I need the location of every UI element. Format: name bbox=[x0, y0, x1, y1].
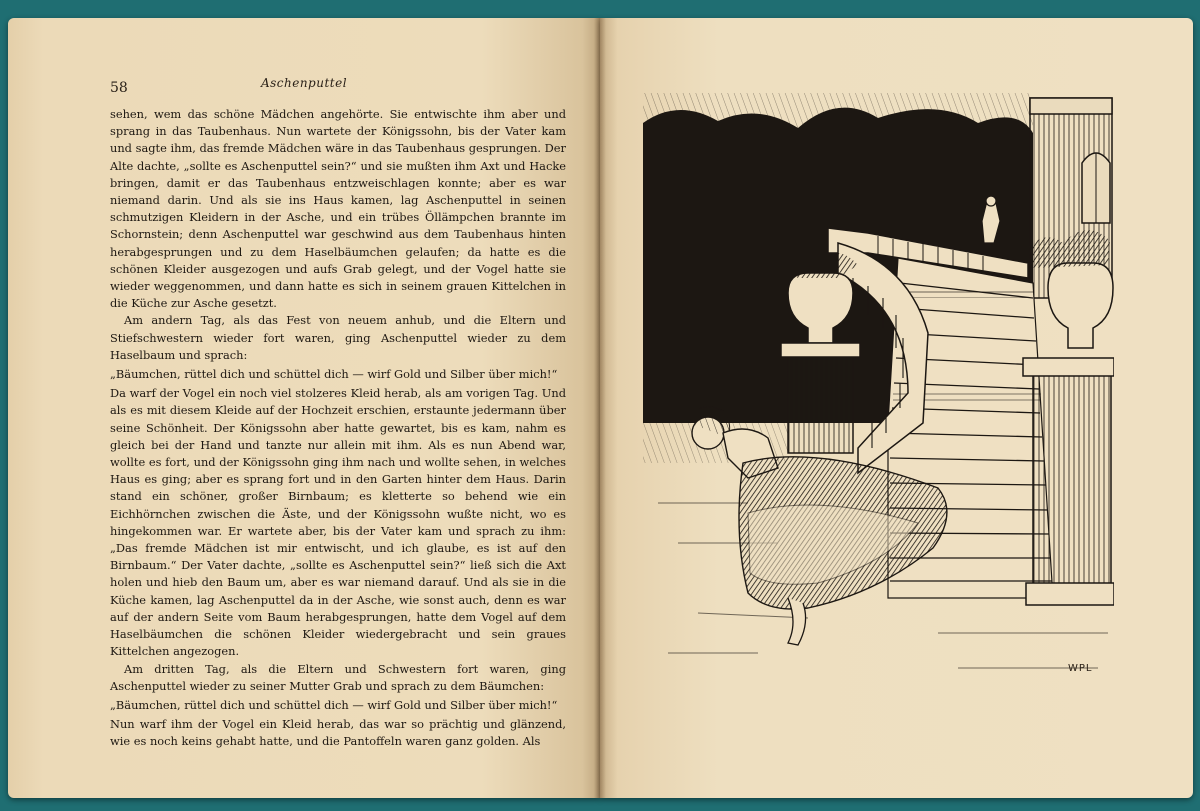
verse-1: „Bäumchen, rüttel dich und schüttel dich — wirf Gold und Silber über mich!“ bbox=[110, 367, 558, 382]
illustrator-signature: WPL bbox=[1068, 663, 1093, 674]
right-pillar bbox=[1033, 373, 1111, 603]
left-pillar bbox=[788, 353, 853, 453]
book-gutter bbox=[594, 18, 606, 798]
paragraph-2: Am andern Tag, als das Fest von neuem anhub, und die Eltern und Stiefschwestern wieder fort waren, ging Aschenputtel wieder zu dem Haselbaum und sprach: bbox=[110, 313, 566, 362]
paragraph-5: Nun warf ihm der Vogel ein Kleid herab, das war so prächtig und glänzend, wie es noch keins gehabt hatte, und die Pantoffeln waren ganz golden. Als bbox=[110, 717, 566, 749]
page-number: 58 bbox=[110, 80, 128, 96]
left-page bbox=[8, 18, 600, 798]
right-urn bbox=[1048, 263, 1113, 348]
paragraph-3: Da warf der Vogel ein noch viel stolzeres Kleid herab, als am vorigen Tag. Und als es mit diesem Kleide auf der Hochzeit erschien, erstaunte jedermann über seine Schönheit. Der Königssohn aber hatte gewartet, bis es kam, nahm es gleich bei der Hand und tanzte nur allein mit ihm. Als es nun Abend war, wollte es fort, und der Königssohn ging ihm nach und wollte sehen, in welches Haus es ging; aber es sprang fort und in den Garten hinter dem Haus. Darin stand ein schöner, großer Birnbaum; es kletterte so behend wie ein Eichhörnchen zwischen die Äste, und der Königssohn wußte nicht, wo es hingekommen war. Er wartete aber, bis der Vater kam und sprach zu ihm: „Das fremde Mädchen ist mir entwischt, und ich glaube, es ist auf den Birnbaum.“ Der Vater dachte, „sollte es Aschenputtel sein?“ ließ sich die Axt holen und hieb den Baum um, aber es war niemand darauf. Und als sie in die Küche kamen, lag Aschenputtel da in der Asche, wie sonst auch, denn es war auf der andern Seite vom Baum herabgesprungen, hatte dem Vogel auf dem Haselbäumchen die schönen Kleider wiedergebracht und sein graues Kittelchen angezogen. bbox=[110, 386, 566, 659]
paragraph-1: sehen, wem das schöne Mädchen angehörte. Sie entwischte ihm aber und sprang in das Taubenhaus. Nun wartete der Königssohn, bis der Vater kam und sagte ihm, das fremde Mädchen wäre in das Taubenhaus gesprungen. Der Alte dachte, „sollte es Aschenputtel sein?“ und sie mußten ihm Axt und Hacke bringen, damit er das Taubenhaus entzweischlagen konnte; aber es war niemand darin. Und als sie ins Haus kamen, lag Aschenputtel in seinen schmutzigen Kleidern in der Asche, und ein trübes Öllämpchen brannte im Schornstein; denn Aschenputtel war geschwind aus dem Taubenhaus hinten herabgesprungen und zu dem Haselbäumchen gelaufen; da hatte es die schönen Kleider ausgezogen und aufs Grab gelegt, und der Vogel hatte sie wieder weggenommen, und dann hatte es sich in seinem grauen Kittelchen in die Küche zur Asche gesetzt. bbox=[110, 107, 566, 311]
verse-2: „Bäumchen, rüttel dich und schüttel dich — wirf Gold und Silber über mich!“ bbox=[110, 697, 558, 712]
running-head: Aschenputtel bbox=[260, 76, 348, 90]
cinderella-staircase-illustration bbox=[638, 93, 1114, 693]
story-text bbox=[110, 106, 566, 751]
paragraph-4: Am dritten Tag, als die Eltern und Schwestern fort waren, ging Aschenputtel wieder zu seiner Mutter Grab und sprach zu dem Bäumchen: bbox=[110, 661, 566, 693]
